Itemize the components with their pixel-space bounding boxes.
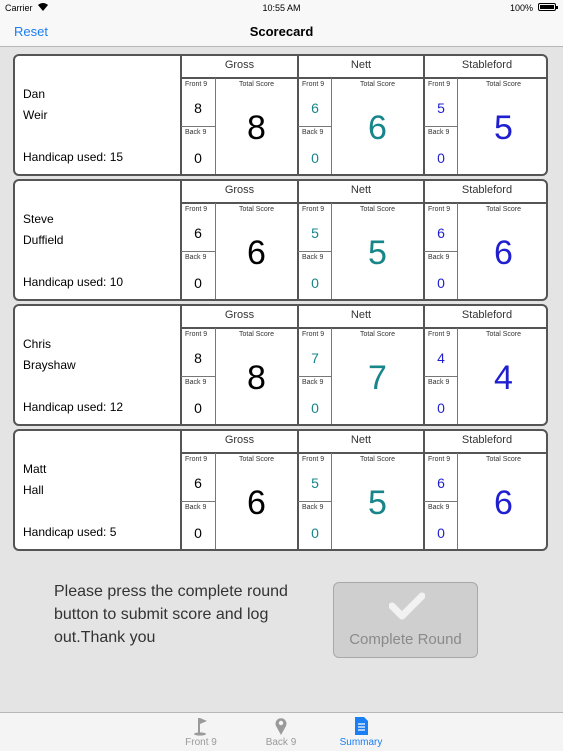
instruction-message: Please press the complete round button to submit score and log out.Thank you: [54, 583, 288, 646]
column-header-nett: Nett: [350, 434, 372, 446]
player-last-name: Hall: [23, 483, 44, 497]
gross-back-9-score: 0: [194, 525, 202, 541]
cell-divider: [181, 376, 215, 377]
stableford-total-score: 5: [494, 109, 513, 147]
handicap-used: Handicap used: 10: [23, 275, 124, 289]
cell-divider: [298, 501, 331, 502]
gross-back-9-score: 0: [194, 400, 202, 416]
gross-total-score: 8: [247, 109, 266, 147]
tab-label: Front 9: [185, 737, 217, 748]
back-9-label: Back 9: [302, 379, 324, 386]
front-9-label: Front 9: [185, 331, 208, 338]
clock: 10:55 AM: [262, 3, 301, 13]
column-divider: [297, 306, 299, 424]
back-9-label: Back 9: [302, 504, 324, 511]
player-first-name: Matt: [23, 462, 47, 476]
gross-front-9-score: 8: [194, 350, 202, 366]
page-title: Scorecard: [249, 24, 314, 39]
battery-percent: 100%: [509, 3, 533, 13]
back-9-label: Back 9: [428, 379, 450, 386]
total-score-label: Total Score: [238, 81, 275, 88]
front-9-label: Front 9: [185, 456, 208, 463]
stableford-total-score: 6: [494, 484, 513, 522]
stableford-front-9-score: 6: [437, 475, 445, 491]
gross-back-9-score: 0: [194, 275, 202, 291]
back-9-label: Back 9: [428, 129, 450, 136]
document-icon: [351, 716, 371, 736]
cell-divider: [424, 501, 457, 502]
front-9-label: Front 9: [185, 81, 208, 88]
total-score-label: Total Score: [485, 81, 522, 88]
reset-button[interactable]: Reset: [14, 24, 48, 39]
cell-divider: [298, 376, 331, 377]
player-last-name: Duffield: [23, 233, 64, 247]
back-9-label: Back 9: [428, 254, 450, 261]
front-9-label: Front 9: [428, 81, 451, 88]
column-header-gross: Gross: [224, 184, 255, 196]
stableford-back-9-score: 0: [437, 275, 445, 291]
header-divider: [424, 327, 548, 329]
front-9-label: Front 9: [428, 206, 451, 213]
column-divider: [423, 306, 425, 424]
total-score-label: Total Score: [485, 456, 522, 463]
stableford-front-9-score: 6: [437, 225, 445, 241]
map-pin-icon: [271, 716, 291, 736]
total-score-label: Total Score: [485, 331, 522, 338]
total-score-label: Total Score: [359, 206, 396, 213]
battery-icon: [538, 3, 556, 11]
column-divider: [423, 431, 425, 549]
header-divider: [181, 327, 298, 329]
nett-front-9-score: 5: [311, 475, 319, 491]
back-9-label: Back 9: [185, 504, 207, 511]
cell-divider: [298, 251, 331, 252]
header-divider: [424, 452, 548, 454]
nett-front-9-score: 7: [311, 350, 319, 366]
gross-total-score: 6: [247, 234, 266, 272]
gross-front-9-score: 6: [194, 475, 202, 491]
tab-label: Summary: [339, 737, 383, 748]
total-score-label: Total Score: [359, 331, 396, 338]
nett-total-score: 5: [368, 234, 387, 272]
back-9-label: Back 9: [428, 504, 450, 511]
handicap-used: Handicap used: 12: [23, 400, 124, 414]
front-9-label: Front 9: [428, 331, 451, 338]
total-score-label: Total Score: [359, 81, 396, 88]
player-card: [13, 429, 548, 551]
nett-front-9-score: 6: [311, 100, 319, 116]
complete-round-button[interactable]: [333, 582, 478, 658]
column-divider: [423, 56, 425, 174]
tab-bar: [0, 712, 563, 751]
stableford-back-9-score: 0: [437, 525, 445, 541]
tab-summary[interactable]: [331, 713, 391, 751]
cell-divider: [181, 501, 215, 502]
gross-total-score: 8: [247, 359, 266, 397]
stableford-total-score: 4: [494, 359, 513, 397]
carrier-label: Carrier: [5, 3, 33, 13]
column-divider: [180, 181, 182, 299]
tab-back-9[interactable]: [251, 713, 311, 751]
front-9-label: Front 9: [428, 456, 451, 463]
gross-front-9-score: 8: [194, 100, 202, 116]
nett-back-9-score: 0: [311, 400, 319, 416]
navigation-bar: [0, 16, 563, 47]
gross-back-9-score: 0: [194, 150, 202, 166]
header-divider: [424, 202, 548, 204]
stableford-front-9-score: 4: [437, 350, 445, 366]
nett-back-9-score: 0: [311, 150, 319, 166]
gross-front-9-score: 6: [194, 225, 202, 241]
front-9-label: Front 9: [302, 81, 325, 88]
handicap-used: Handicap used: 15: [23, 150, 124, 164]
golf-flag-icon: [191, 716, 211, 736]
stableford-back-9-score: 0: [437, 150, 445, 166]
cell-divider: [181, 251, 215, 252]
front-9-label: Front 9: [302, 331, 325, 338]
column-divider: [423, 181, 425, 299]
nett-back-9-score: 0: [311, 275, 319, 291]
column-header-gross: Gross: [224, 434, 255, 446]
column-divider: [297, 431, 299, 549]
column-header-nett: Nett: [350, 184, 372, 196]
player-last-name: Weir: [23, 108, 48, 122]
stableford-front-9-score: 5: [437, 100, 445, 116]
header-divider: [298, 327, 424, 329]
stableford-back-9-score: 0: [437, 400, 445, 416]
player-first-name: Steve: [23, 212, 54, 226]
cell-divider: [424, 376, 457, 377]
cell-divider: [424, 251, 457, 252]
column-header-nett: Nett: [350, 309, 372, 321]
column-divider: [180, 431, 182, 549]
front-9-label: Front 9: [302, 206, 325, 213]
player-last-name: Brayshaw: [23, 358, 76, 372]
column-header-nett: Nett: [350, 59, 372, 71]
total-score-label: Total Score: [238, 456, 275, 463]
nett-back-9-score: 0: [311, 525, 319, 541]
column-divider: [297, 181, 299, 299]
header-divider: [181, 77, 298, 79]
player-first-name: Chris: [23, 337, 52, 351]
front-9-label: Front 9: [302, 456, 325, 463]
total-score-label: Total Score: [238, 331, 275, 338]
total-score-label: Total Score: [485, 206, 522, 213]
player-card: [13, 54, 548, 176]
nett-front-9-score: 5: [311, 225, 319, 241]
back-9-label: Back 9: [302, 129, 324, 136]
header-divider: [424, 77, 548, 79]
back-9-label: Back 9: [185, 379, 207, 386]
stableford-total-score: 6: [494, 234, 513, 272]
column-header-gross: Gross: [224, 59, 255, 71]
total-score-label: Total Score: [359, 456, 396, 463]
column-header-gross: Gross: [224, 309, 255, 321]
front-9-label: Front 9: [185, 206, 208, 213]
column-header-stableford: Stableford: [461, 309, 513, 321]
nett-total-score: 5: [368, 484, 387, 522]
cell-divider: [181, 126, 215, 127]
player-card: [13, 179, 548, 301]
gross-total-score: 6: [247, 484, 266, 522]
column-divider: [180, 56, 182, 174]
column-header-stableford: Stableford: [461, 434, 513, 446]
column-header-stableford: Stableford: [461, 184, 513, 196]
tab-front-9[interactable]: [171, 713, 231, 751]
column-divider: [180, 306, 182, 424]
total-score-label: Total Score: [238, 206, 275, 213]
header-divider: [181, 202, 298, 204]
back-9-label: Back 9: [185, 254, 207, 261]
column-header-stableford: Stableford: [461, 59, 513, 71]
complete-round-label: Complete Round: [349, 631, 462, 648]
tab-label: Back 9: [265, 737, 297, 748]
checkmark-icon: [389, 591, 425, 626]
header-divider: [298, 202, 424, 204]
player-first-name: Dan: [23, 87, 46, 101]
nett-total-score: 6: [368, 109, 387, 147]
header-divider: [181, 452, 298, 454]
status-bar: [0, 0, 563, 16]
back-9-label: Back 9: [185, 129, 207, 136]
handicap-used: Handicap used: 5: [23, 525, 117, 539]
column-divider: [297, 56, 299, 174]
cell-divider: [424, 126, 457, 127]
header-divider: [298, 452, 424, 454]
back-9-label: Back 9: [302, 254, 324, 261]
cell-divider: [298, 126, 331, 127]
player-card: [13, 304, 548, 426]
header-divider: [298, 77, 424, 79]
nett-total-score: 7: [368, 359, 387, 397]
